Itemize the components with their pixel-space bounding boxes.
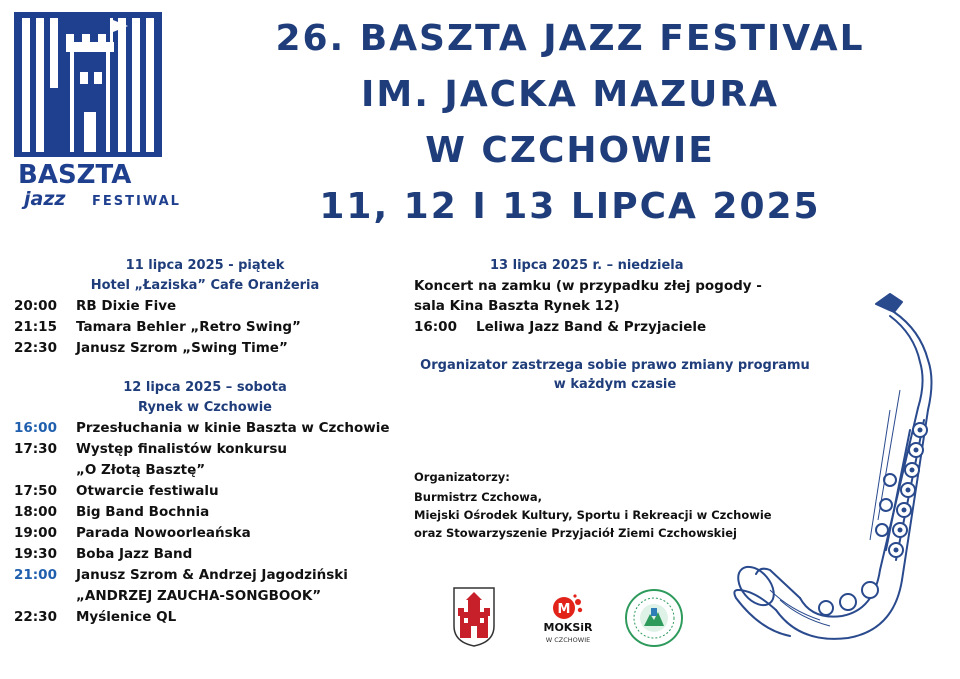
- event-time: 16:00: [14, 420, 57, 436]
- moksir-name: MOKSiR: [543, 621, 593, 634]
- program-row: [14, 609, 176, 625]
- day3-venue-line2: sala Kina Baszta Rynek 12): [414, 298, 620, 314]
- notice-line1: Organizator zastrzega sobie prawo zmiany programu: [420, 358, 810, 373]
- logo-word-festiwal: FESTIWAL: [92, 194, 181, 209]
- program-row: [14, 588, 321, 604]
- saxophone-illustration-icon: [730, 290, 945, 660]
- event-name: Janusz Szrom „Swing Time”: [76, 340, 288, 356]
- event-name: Otwarcie festiwalu: [76, 483, 219, 499]
- organizers-line3: oraz Stowarzyszenie Przyjaciół Ziemi Czchowskiej: [414, 526, 737, 540]
- piano-castle-icon: [14, 12, 194, 162]
- day1-date: 11 lipca 2025 - piątek: [125, 258, 285, 273]
- event-name: RB Dixie Five: [76, 298, 177, 314]
- event-time: 21:00: [14, 567, 57, 583]
- program-row: [14, 483, 219, 499]
- event-time: 17:30: [14, 441, 57, 457]
- program-row: [14, 441, 287, 457]
- program-row: [14, 420, 390, 436]
- event-name: Tamara Behler „Retro Swing”: [76, 319, 301, 335]
- svg-text:M: M: [557, 602, 571, 617]
- program-row: [414, 319, 706, 335]
- title-line-2: IM. JACKA MAZURA: [361, 74, 779, 115]
- event-time: 16:00: [414, 319, 457, 335]
- event-name: Janusz Szrom & Andrzej Jagodziński: [76, 567, 348, 583]
- event-name: Big Band Bochnia: [76, 504, 210, 520]
- stowarzyszenie-logo-icon: [624, 588, 684, 648]
- event-time: 20:00: [14, 298, 57, 314]
- event-time: 21:15: [14, 319, 57, 335]
- event-name: „ANDRZEJ ZAUCHA-SONGBOOK”: [76, 588, 322, 604]
- event-time: 19:30: [14, 546, 57, 562]
- day2-date: 12 lipca 2025 – sobota: [123, 380, 287, 395]
- event-name: Parada Nowoorleańska: [76, 525, 251, 541]
- title-line-1: 26. BASZTA JAZZ FESTIVAL: [275, 18, 865, 59]
- day2-venue: Rynek w Czchowie: [138, 400, 272, 415]
- program-row: [14, 504, 209, 520]
- day3-venue-line1: Koncert na zamku (w przypadku złej pogody -: [414, 278, 762, 294]
- event-name: „O Złotą Basztę”: [76, 462, 206, 478]
- organizers-line1: Burmistrz Czchowa,: [414, 490, 543, 504]
- organizers-line2: Miejski Ośrodek Kultury, Sportu i Rekreacji w Czchowie: [414, 508, 772, 522]
- program-row: [14, 319, 301, 335]
- day3-date: 13 lipca 2025 r. – niedziela: [490, 258, 684, 273]
- program-row: [14, 567, 348, 583]
- title-line-4: 11, 12 I 13 LIPCA 2025: [319, 186, 821, 227]
- czchow-coat-of-arms-icon: [452, 586, 496, 648]
- event-time: 22:30: [14, 340, 57, 356]
- program-row: [14, 340, 288, 356]
- event-time: 17:50: [14, 483, 57, 499]
- event-time: 18:00: [14, 504, 57, 520]
- event-name: Występ finalistów konkursu: [76, 441, 288, 457]
- program-row: [14, 546, 192, 562]
- event-name: Przesłuchania w kinie Baszta w Czchowie: [76, 420, 390, 436]
- notice-line2: w każdym czasie: [553, 377, 677, 392]
- event-name: Leliwa Jazz Band & Przyjaciele: [476, 319, 707, 335]
- day1-venue: Hotel „Łaziska” Cafe Oranżeria: [90, 278, 320, 293]
- title-line-3: W CZCHOWIE: [425, 130, 715, 171]
- event-time: 22:30: [14, 609, 57, 625]
- event-name: Myślenice QL: [76, 609, 177, 625]
- program-row: [14, 525, 251, 541]
- program-row: [14, 462, 205, 478]
- logo-word-jazz: jazz: [24, 188, 66, 210]
- organizers-heading: Organizatorzy:: [414, 470, 510, 484]
- moksir-subtitle: W CZCHOWIE: [545, 636, 591, 644]
- event-time: 19:00: [14, 525, 57, 541]
- event-name: Boba Jazz Band: [76, 546, 193, 562]
- program-row: [14, 298, 176, 314]
- logo-word-baszta: BASZTA: [18, 160, 132, 190]
- baszta-jazz-logo: [14, 12, 194, 210]
